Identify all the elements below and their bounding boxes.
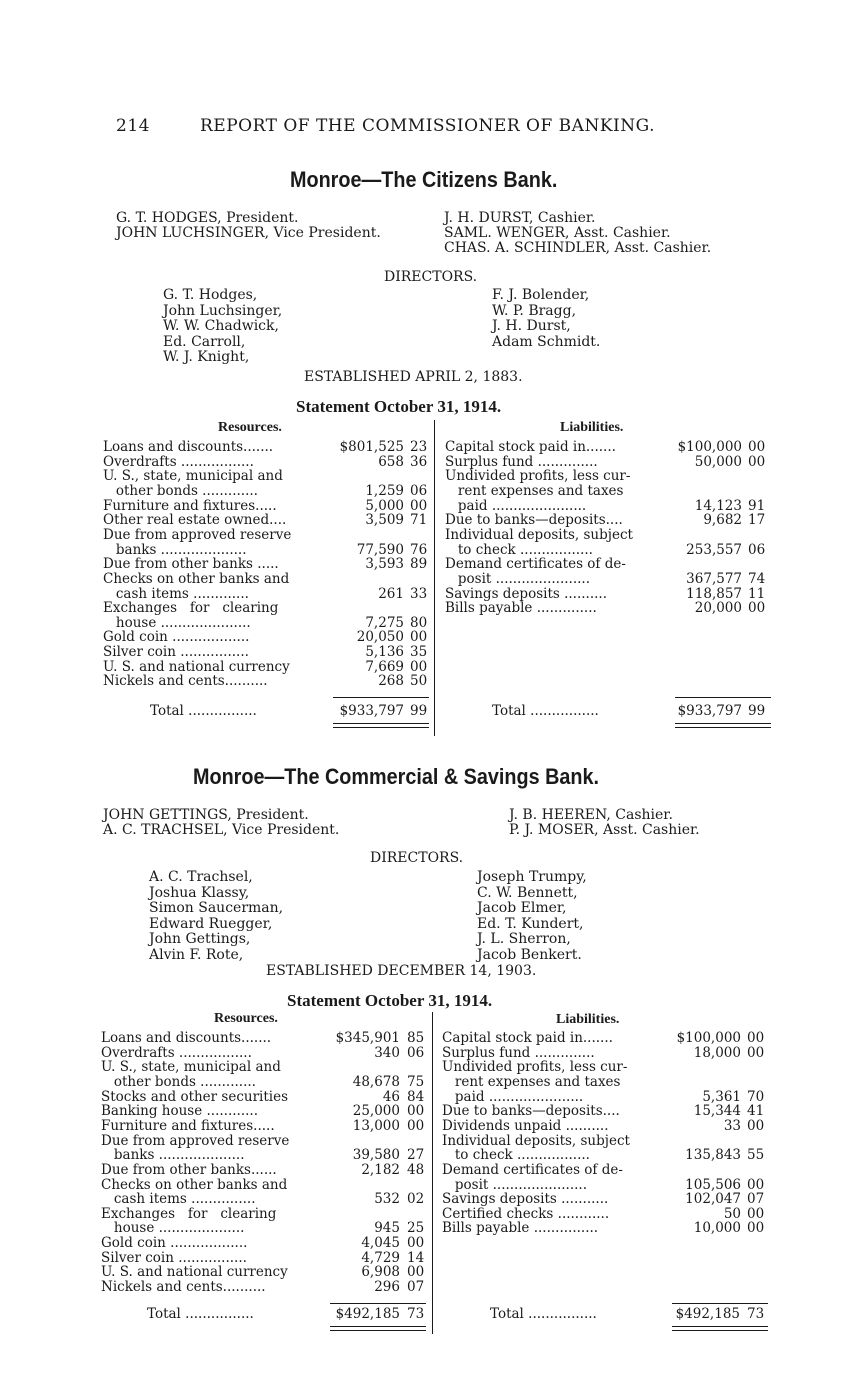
row-label: banks .................... xyxy=(103,541,247,558)
row-label: rent expenses and taxes xyxy=(442,1073,621,1090)
row-dollars: 4,729 xyxy=(361,1249,400,1266)
row-label: Stocks and other securities xyxy=(101,1088,289,1105)
row-cents: 74 xyxy=(748,570,766,587)
table-row xyxy=(103,528,433,543)
row-label: Undivided profits, less cur- xyxy=(442,1059,628,1076)
officers-left xyxy=(116,211,381,241)
directors-right xyxy=(492,288,600,350)
row-dollars: 20,050 xyxy=(356,629,404,646)
row-dollars: 6,908 xyxy=(361,1264,400,1281)
row-cents: 06 xyxy=(407,1044,425,1061)
row-dollars: 5,136 xyxy=(365,644,404,661)
total-dollars: $933,797 xyxy=(339,703,404,719)
table-row xyxy=(445,601,771,616)
row-label: Nickels and cents.......... xyxy=(101,1279,266,1296)
row-label: Surplus fund .............. xyxy=(445,453,598,470)
director-name: W. J. Knight, xyxy=(163,349,250,365)
row-label: paid ...................... xyxy=(445,497,587,514)
table-row xyxy=(442,1075,770,1090)
row-label: rent expenses and taxes xyxy=(445,482,624,499)
row-label: posit ...................... xyxy=(442,1176,588,1193)
table-row xyxy=(442,1119,770,1134)
row-label: to check ................. xyxy=(442,1147,590,1164)
row-dollars: 118,857 xyxy=(686,585,742,602)
director-name: Simon Saucerman, xyxy=(149,900,284,916)
row-dollars: 14,123 xyxy=(694,497,742,514)
resources-table xyxy=(101,1031,429,1307)
table-row xyxy=(101,1119,429,1134)
director-name: Jacob Elmer, xyxy=(477,900,567,916)
row-label: Due from other banks ..... xyxy=(103,556,279,573)
row-dollars: 20,000 xyxy=(694,600,742,617)
total-row-liabilities xyxy=(442,1307,770,1322)
directors-left xyxy=(149,870,283,963)
row-dollars: 5,361 xyxy=(702,1088,741,1105)
total-row-resources xyxy=(103,704,433,719)
liabilities-heading: Liabilities. xyxy=(560,420,624,435)
row-dollars: 33 xyxy=(723,1117,741,1134)
total-label: Total ................ xyxy=(150,703,257,719)
row-label: Demand certificates of de- xyxy=(445,556,626,573)
officers-left xyxy=(103,808,339,838)
running-title: REPORT OF THE COMMISSIONER OF BANKING. xyxy=(200,116,655,136)
director-name: F. J. Bolender, xyxy=(492,287,590,303)
resources-heading: Resources. xyxy=(218,420,282,435)
officer-line: JOHN LUCHSINGER, Vice President. xyxy=(116,225,381,241)
row-label: Individual deposits, subject xyxy=(445,526,633,543)
row-label: other bonds ............. xyxy=(101,1073,256,1090)
liabilities-table xyxy=(445,440,771,702)
table-row xyxy=(445,572,771,587)
row-label: Undivided profits, less cur- xyxy=(445,468,631,485)
row-dollars: 7,275 xyxy=(365,614,404,631)
table-row xyxy=(101,1104,429,1119)
officer-line: CHAS. A. SCHINDLER, Asst. Cashier. xyxy=(444,240,712,256)
director-name: Jacob Benkert. xyxy=(477,946,582,963)
row-dollars: 9,682 xyxy=(703,512,742,529)
row-cents: 00 xyxy=(410,658,428,675)
director-name: Alvin F. Rote, xyxy=(149,946,244,963)
row-cents: 35 xyxy=(410,644,428,661)
total-cents: 73 xyxy=(747,1306,765,1322)
row-cents: 50 xyxy=(410,673,428,690)
row-dollars: 105,506 xyxy=(685,1176,741,1193)
row-dollars: 367,577 xyxy=(686,570,742,587)
row-label: Nickels and cents.......... xyxy=(103,673,268,690)
table-row xyxy=(442,1192,770,1207)
table-row xyxy=(442,1104,770,1119)
director-name: W. W. Chadwick, xyxy=(163,318,279,334)
table-row xyxy=(103,572,433,587)
row-dollars: 340 xyxy=(374,1044,400,1061)
row-cents: 06 xyxy=(410,482,428,499)
row-label: Dividends unpaid .......... xyxy=(442,1117,609,1134)
total-rule xyxy=(333,697,429,698)
table-row xyxy=(101,1148,429,1163)
table-row xyxy=(445,528,771,543)
row-dollars: 77,590 xyxy=(356,541,404,558)
row-cents: 00 xyxy=(747,1117,765,1134)
table-row xyxy=(103,484,433,499)
row-label: U. S., state, municipal and xyxy=(101,1059,281,1076)
row-dollars: 39,580 xyxy=(352,1147,400,1164)
row-cents: 89 xyxy=(410,556,428,573)
row-dollars: 50,000 xyxy=(694,453,742,470)
total-cents: 99 xyxy=(748,703,766,719)
row-cents: 75 xyxy=(407,1073,425,1090)
table-row xyxy=(442,1163,770,1178)
row-label: Silver coin ................ xyxy=(101,1249,247,1266)
row-dollars: 46 xyxy=(382,1088,400,1105)
director-name: J. L. Sherron, xyxy=(477,931,571,947)
total-dollars: $492,185 xyxy=(335,1306,400,1322)
table-row xyxy=(101,1280,429,1295)
total-double-rule xyxy=(333,723,429,728)
table-row xyxy=(101,1192,429,1207)
row-dollars: $100,000 xyxy=(677,439,742,455)
row-cents: 11 xyxy=(748,585,766,602)
row-cents: 70 xyxy=(747,1088,765,1105)
total-row-liabilities xyxy=(445,704,771,719)
total-row-resources xyxy=(101,1307,429,1322)
director-name: John Gettings, xyxy=(149,931,251,947)
row-cents: 00 xyxy=(748,439,766,455)
row-cents: 48 xyxy=(407,1161,425,1178)
row-cents: 27 xyxy=(407,1147,425,1164)
row-label: Exchanges for clearing xyxy=(101,1205,277,1222)
bank-title: Monroe—The Commercial & Savings Bank. xyxy=(193,764,599,789)
row-dollars: 18,000 xyxy=(693,1044,741,1061)
row-dollars: 3,593 xyxy=(365,556,404,573)
total-double-rule xyxy=(672,1326,768,1331)
row-label: Capital stock paid in....... xyxy=(445,439,616,455)
row-dollars: 261 xyxy=(378,585,404,602)
row-label: Surplus fund .............. xyxy=(442,1044,595,1061)
director-name: W. P. Bragg, xyxy=(492,302,577,319)
row-label: house .................... xyxy=(101,1220,245,1237)
row-dollars: 7,669 xyxy=(365,658,404,675)
table-row xyxy=(101,1236,429,1251)
row-dollars: 658 xyxy=(378,453,404,470)
liabilities-table xyxy=(442,1031,770,1307)
row-label: Checks on other banks and xyxy=(101,1176,288,1193)
director-name: G. T. Hodges, xyxy=(163,287,258,303)
row-label: cash items ............... xyxy=(101,1191,256,1208)
table-row xyxy=(103,674,433,689)
statement-heading: Statement October 31, 1914. xyxy=(287,991,493,1010)
row-dollars: 102,047 xyxy=(685,1191,741,1208)
total-cents: 99 xyxy=(410,703,428,719)
row-cents: 00 xyxy=(747,1205,765,1222)
table-row xyxy=(445,440,771,455)
row-dollars: $801,525 xyxy=(339,439,404,455)
row-cents: 00 xyxy=(748,600,766,617)
row-label: Capital stock paid in....... xyxy=(442,1030,613,1046)
row-cents: 00 xyxy=(410,497,428,514)
row-cents: 00 xyxy=(407,1264,425,1281)
row-label: Overdrafts ................. xyxy=(101,1044,252,1061)
row-dollars: 1,259 xyxy=(365,482,404,499)
row-label: Due from approved reserve xyxy=(103,526,292,543)
table-row xyxy=(103,513,433,528)
row-cents: 00 xyxy=(747,1176,765,1193)
director-name: J. H. Durst, xyxy=(492,318,571,334)
row-label: Banking house ............ xyxy=(101,1103,259,1120)
row-cents: 23 xyxy=(410,439,428,455)
row-dollars: 135,843 xyxy=(685,1147,741,1164)
row-cents: 41 xyxy=(747,1103,765,1120)
row-dollars: 253,557 xyxy=(686,541,742,558)
row-dollars: $345,901 xyxy=(335,1030,400,1046)
row-cents: 00 xyxy=(407,1103,425,1120)
row-label: paid ...................... xyxy=(442,1088,584,1105)
row-cents: 85 xyxy=(407,1030,425,1046)
director-name: Joseph Trumpy, xyxy=(477,869,587,885)
row-cents: 84 xyxy=(407,1088,425,1105)
row-label: U. S., state, municipal and xyxy=(103,468,283,485)
row-label: Bills payable ............... xyxy=(442,1220,599,1237)
row-cents: 80 xyxy=(410,614,428,631)
row-label: Savings deposits ........... xyxy=(442,1191,609,1208)
officers-right xyxy=(509,808,700,838)
officers-right xyxy=(444,211,711,256)
director-name: Adam Schmidt. xyxy=(492,333,601,350)
total-double-rule xyxy=(675,723,771,728)
total-label: Total ................ xyxy=(147,1306,254,1322)
row-label: Certified checks ............ xyxy=(442,1205,610,1222)
row-dollars: $100,000 xyxy=(676,1030,741,1046)
officer-line: JOHN GETTINGS, President. xyxy=(103,807,309,823)
row-dollars: 15,344 xyxy=(693,1103,741,1120)
row-label: Individual deposits, subject xyxy=(442,1132,630,1149)
director-name: A. C. Trachsel, xyxy=(149,869,253,885)
table-row xyxy=(101,1163,429,1178)
row-cents: 00 xyxy=(407,1117,425,1134)
row-cents: 00 xyxy=(407,1235,425,1252)
table-row xyxy=(445,557,771,572)
row-label: Furniture and fixtures..... xyxy=(103,497,277,514)
table-row xyxy=(103,645,433,660)
row-cents: 17 xyxy=(748,512,766,529)
established-date: ESTABLISHED APRIL 2, 1883. xyxy=(304,369,523,385)
row-label: Gold coin .................. xyxy=(101,1235,248,1252)
table-row xyxy=(442,1221,770,1236)
director-name: Joshua Klassy, xyxy=(149,884,250,901)
row-cents: 00 xyxy=(410,629,428,646)
row-dollars: 50 xyxy=(723,1205,741,1222)
row-label: Due to banks—deposits.... xyxy=(445,512,623,529)
row-cents: 76 xyxy=(410,541,428,558)
page-number: 214 xyxy=(116,116,150,136)
row-cents: 02 xyxy=(407,1191,425,1208)
row-cents: 36 xyxy=(410,453,428,470)
officer-line: SAML. WENGER, Asst. Cashier. xyxy=(444,225,671,241)
officer-line: J. H. DURST, Cashier. xyxy=(444,210,596,226)
row-cents: 91 xyxy=(748,497,766,514)
row-label: posit ...................... xyxy=(445,570,591,587)
row-label: banks .................... xyxy=(101,1147,245,1164)
total-rule xyxy=(672,1303,768,1304)
total-dollars: $933,797 xyxy=(677,703,742,719)
row-dollars: 296 xyxy=(374,1279,400,1296)
table-row xyxy=(442,1031,770,1046)
row-label: Gold coin .................. xyxy=(103,629,250,646)
director-name: C. W. Bennett, xyxy=(477,884,578,901)
table-row xyxy=(442,1148,770,1163)
row-cents: 00 xyxy=(747,1030,765,1046)
row-label: other bonds ............. xyxy=(103,482,258,499)
table-row xyxy=(103,557,433,572)
directors-heading: DIRECTORS. xyxy=(370,850,464,866)
row-dollars: 2,182 xyxy=(361,1161,400,1178)
resources-table xyxy=(103,440,433,702)
row-label: Overdrafts ................. xyxy=(103,453,254,470)
row-dollars: 5,000 xyxy=(365,497,404,514)
row-label: Due from other banks...... xyxy=(101,1161,277,1178)
row-cents: 07 xyxy=(747,1191,765,1208)
row-label: U. S. and national currency xyxy=(103,658,290,675)
total-label: Total ................ xyxy=(490,1306,597,1322)
officer-line: G. T. HODGES, President. xyxy=(116,210,299,226)
column-divider xyxy=(432,1012,433,1334)
row-label: Bills payable .............. xyxy=(445,600,597,617)
total-label: Total ................ xyxy=(492,703,599,719)
liabilities-heading: Liabilities. xyxy=(556,1012,620,1027)
director-name: Edward Ruegger, xyxy=(149,915,273,932)
row-label: Exchanges for clearing xyxy=(103,600,279,617)
row-label: to check ................. xyxy=(445,541,593,558)
row-dollars: 532 xyxy=(374,1191,400,1208)
officer-line: P. J. MOSER, Asst. Cashier. xyxy=(509,822,700,838)
table-row xyxy=(445,513,771,528)
row-label: Due to banks—deposits.... xyxy=(442,1103,620,1120)
directors-left xyxy=(163,288,282,366)
director-name: John Luchsinger, xyxy=(163,302,283,319)
table-row xyxy=(101,1031,429,1046)
officer-line: A. C. TRACHSEL, Vice President. xyxy=(103,822,340,838)
row-cents: 33 xyxy=(410,585,428,602)
row-dollars: 25,000 xyxy=(352,1103,400,1120)
row-label: Due from approved reserve xyxy=(101,1132,290,1149)
director-name: Ed. Carroll, xyxy=(163,333,246,350)
row-label: cash items ............. xyxy=(103,585,249,602)
row-label: Other real estate owned.... xyxy=(103,512,287,529)
row-label: Loans and discounts....... xyxy=(101,1030,272,1046)
total-rule xyxy=(675,697,771,698)
table-row xyxy=(101,1075,429,1090)
row-label: Demand certificates of de- xyxy=(442,1161,623,1178)
table-row xyxy=(103,601,433,616)
row-dollars: 268 xyxy=(378,673,404,690)
bank-title: Monroe—The Citizens Bank. xyxy=(290,167,558,192)
row-label: Furniture and fixtures..... xyxy=(101,1117,275,1134)
row-label: Loans and discounts....... xyxy=(103,439,274,455)
table-row xyxy=(103,440,433,455)
row-cents: 06 xyxy=(748,541,766,558)
row-label: house ..................... xyxy=(103,614,251,631)
statement-heading: Statement October 31, 1914. xyxy=(296,397,502,416)
director-name: Ed. T. Kundert, xyxy=(477,915,584,932)
row-dollars: 13,000 xyxy=(352,1117,400,1134)
row-dollars: 10,000 xyxy=(693,1220,741,1237)
row-label: Savings deposits .......... xyxy=(445,585,607,602)
row-label: U. S. and national currency xyxy=(101,1264,288,1281)
resources-heading: Resources. xyxy=(214,1011,278,1026)
row-dollars: 4,045 xyxy=(361,1235,400,1252)
directors-right xyxy=(477,870,587,963)
column-divider xyxy=(434,420,435,736)
total-dollars: $492,185 xyxy=(675,1306,740,1322)
officer-line: J. B. HEEREN, Cashier. xyxy=(509,807,673,823)
row-cents: 00 xyxy=(747,1220,765,1237)
row-label: Silver coin ................ xyxy=(103,644,249,661)
total-cents: 73 xyxy=(407,1306,425,1322)
row-cents: 25 xyxy=(407,1220,425,1237)
directors-heading: DIRECTORS. xyxy=(384,269,478,285)
row-cents: 00 xyxy=(747,1044,765,1061)
established-date: ESTABLISHED DECEMBER 14, 1903. xyxy=(266,963,537,979)
row-dollars: 48,678 xyxy=(352,1073,400,1090)
row-dollars: 3,509 xyxy=(365,512,404,529)
row-dollars: 945 xyxy=(374,1220,400,1237)
row-cents: 14 xyxy=(407,1249,425,1266)
table-row xyxy=(445,484,771,499)
row-cents: 71 xyxy=(410,512,428,529)
row-label: Checks on other banks and xyxy=(103,570,290,587)
row-cents: 55 xyxy=(747,1147,765,1164)
row-cents: 00 xyxy=(748,453,766,470)
total-double-rule xyxy=(330,1326,426,1331)
row-cents: 07 xyxy=(407,1279,425,1296)
total-rule xyxy=(330,1303,426,1304)
